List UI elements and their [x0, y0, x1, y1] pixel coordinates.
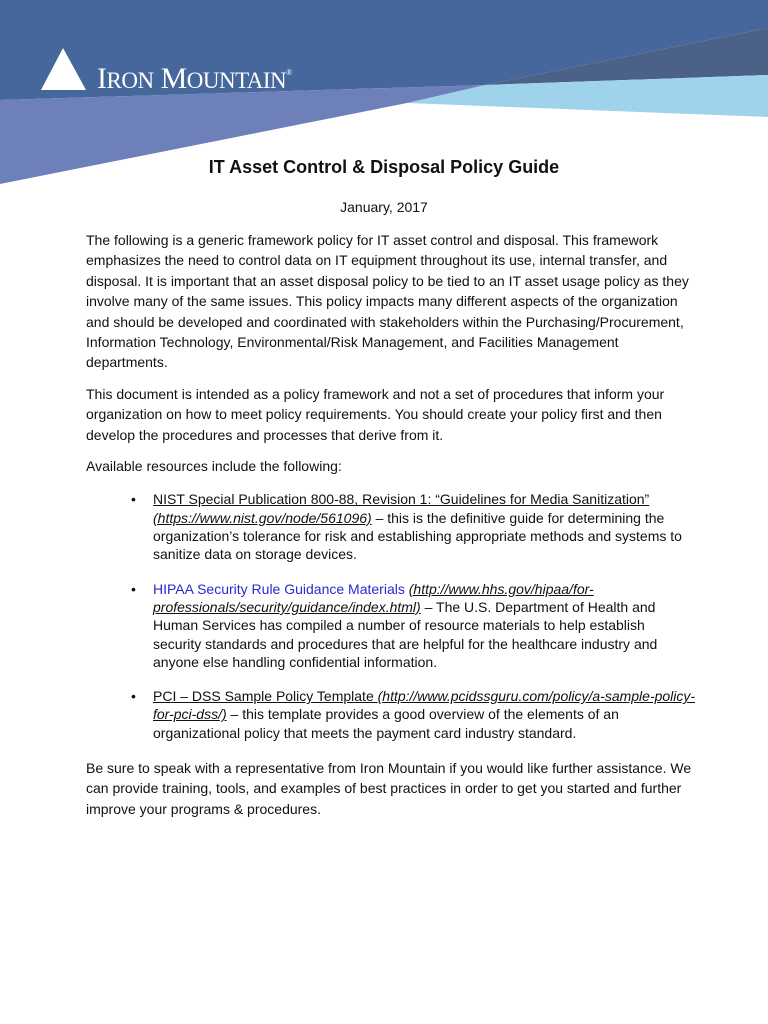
paragraph: The following is a generic framework policy for IT asset control and disposal. This framework emphasizes the need to control data on IT equipment throughout its use, internal transfer, and disposal. It is important that an asset disposal policy to be tied to an IT asset usage policy as they involve many of the same issues. This policy impacts many different aspects of the organization and should be developed and coordinated with stakeholders within the Purchasing/Procurement, Information Technology, Environmental/Risk Management, and Facilities Management departments. [86, 232, 689, 371]
resource-description: – The U.S. Department of Health and Human Services has compiled a number of resource materials to help establish security standards and procedures that are helpful for the healthcare industry and anyone else handling confidential information. [153, 598, 658, 670]
document-date: January, 2017 [340, 199, 428, 215]
list-item [153, 490, 696, 563]
resource-description: – this is the definitive guide for determining the organization’s tolerance for risk and establishing appropriate methods and systems to sanitize data on storage devices. [153, 509, 682, 563]
closing-paragraph: Be sure to speak with a representative from Iron Mountain if you would like further assistance. We can provide training, tools, and examples of best practices in order to get you started and further improve your programs & procedures. [86, 760, 692, 817]
resource-list [86, 490, 696, 742]
paragraph: Available resources include the following: [86, 458, 342, 475]
list-item [153, 580, 696, 671]
brand-logo: IRON MOUNTAIN® [97, 62, 292, 95]
paragraph: This document is intended as a policy framework and not a set of procedures that inform your organization on how to meet policy requirements. You should create your policy first and then develop the procedures and processes that derive from it. [86, 385, 665, 443]
document-body [86, 230, 696, 830]
resource-description: – this template provides a good overview of the elements of an organizational policy that meets the payment card industry standard. [153, 706, 619, 741]
list-item [153, 687, 696, 742]
resource-url[interactable]: (http://www.pcidssguru.com/policy/a-sample-policy-for-pci-dss/) [153, 688, 696, 723]
resource-link[interactable]: PCI – DSS Sample Policy Template [153, 688, 378, 705]
resource-url[interactable]: (https://www.nist.gov/node/561096) [153, 509, 372, 526]
document-title: IT Asset Control & Disposal Policy Guide [208, 157, 560, 177]
resource-link[interactable]: NIST Special Publication 800-88, Revision 1: “Guidelines for Media Sanitization” [153, 491, 650, 508]
resource-url[interactable]: (http://www.hhs.gov/hipaa/for-professionals/security/guidance/index.html) [153, 580, 594, 615]
resource-link[interactable]: HIPAA Security Rule Guidance Materials [153, 580, 405, 597]
